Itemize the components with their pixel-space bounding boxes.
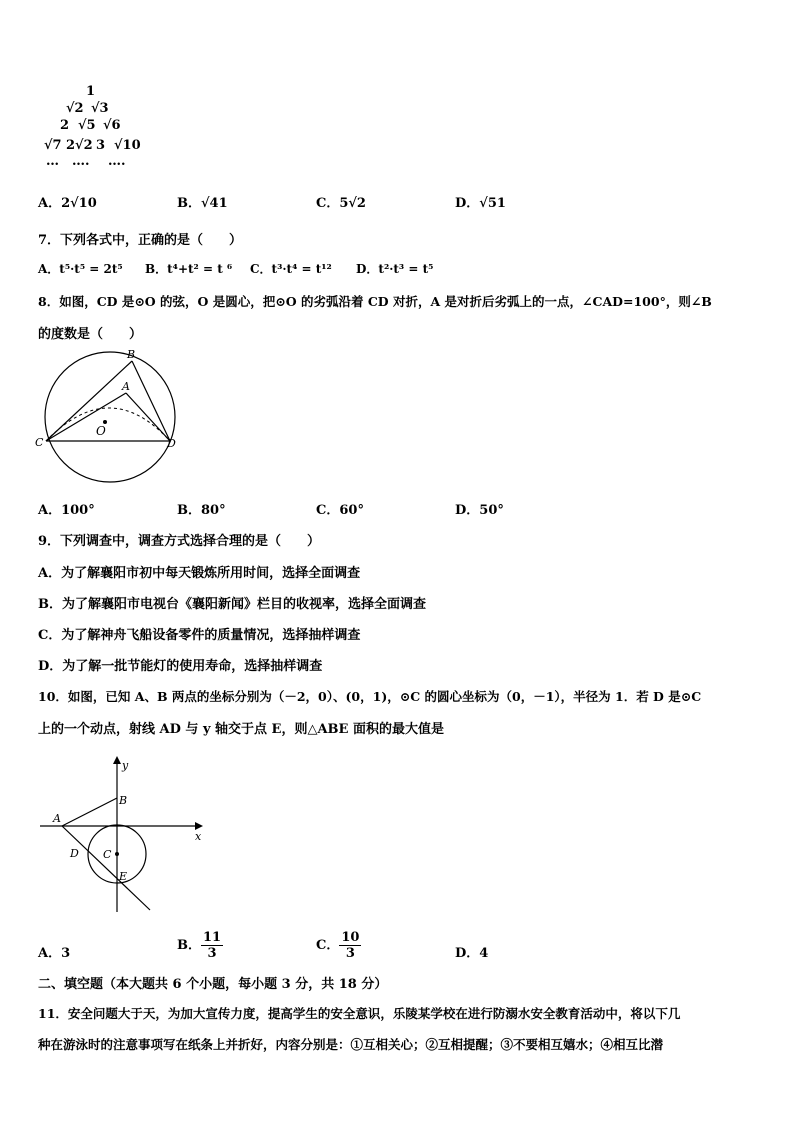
triangle-cell: √3: [91, 101, 109, 116]
triangle-cell: 2: [60, 118, 70, 133]
q8-option-a: A．100°: [38, 503, 95, 518]
q6-option-d: D．√51: [455, 196, 506, 211]
segment-bd: [132, 361, 170, 441]
label-c: C: [35, 436, 44, 449]
q9-stem: 9．下列调查中，调查方式选择合理的是（ ）: [38, 534, 321, 549]
q7-option-d: D．t²·t³ = t⁵: [356, 262, 434, 276]
q10-option-a: A．3: [38, 946, 71, 961]
triangle-cell: √10: [114, 138, 141, 153]
fraction: [339, 930, 361, 961]
ray-ad: [62, 826, 150, 910]
q9-option-a: A．为了解襄阳市初中每天锻炼所用时间，选择全面调查: [38, 566, 361, 581]
circle-o: [45, 352, 175, 482]
label-d: D: [167, 437, 176, 450]
q6-option-b: B．√41: [177, 196, 228, 211]
center-c: [115, 852, 119, 856]
q7-stem: 7．下列各式中，正确的是（ ）: [38, 233, 243, 248]
label-b: B: [119, 794, 128, 807]
triangle-cell: 3: [96, 138, 106, 153]
label-a: A: [53, 812, 61, 825]
fraction: [201, 930, 223, 961]
segment-ca: [46, 393, 126, 441]
q10-option-d: D．4: [455, 946, 489, 961]
triangle-cell: √7: [44, 138, 62, 153]
segment-ab: [62, 798, 117, 826]
q9-option-b: B．为了解襄阳市电视台《襄阳新闻》栏目的收视率，选择全面调查: [38, 597, 426, 612]
q9-option-d: D．为了解一批节能灯的使用寿命，选择抽样调查: [38, 659, 323, 674]
label-b: B: [127, 348, 136, 361]
q9-option-c: C．为了解神舟飞船设备零件的质量情况，选择抽样调查: [38, 628, 361, 643]
triangle-cell: 1: [86, 84, 96, 99]
q11-line2: 种在游泳时的注意事项写在纸条上并折好，内容分别是：①互相关心；②互相提醒；③不要相互嬉水；④相互比潜: [38, 1037, 664, 1052]
denominator: 3: [207, 946, 217, 961]
q10-option-c: [316, 930, 361, 961]
triangle-cell: ….: [72, 154, 90, 169]
label-a: A: [122, 380, 130, 393]
q7-option-c: C．t³·t⁴ = t¹²: [250, 262, 332, 276]
q10-option-c-prefix: C．: [316, 938, 340, 953]
q8-stem-line2: 的度数是（ ）: [38, 327, 143, 342]
x-axis-arrow: [195, 822, 203, 830]
q7-option-b: B．t⁴+t² = t ⁶: [145, 262, 233, 276]
q8-stem-line1: 8．如图，CD 是⊙O 的弦，O 是圆心，把⊙O 的劣弧沿着 CD 对折，A 是对折后劣弧上的一点，∠CAD=100°，则∠B: [38, 294, 712, 309]
q8-circle-figure: [30, 345, 190, 490]
y-axis-arrow: [113, 756, 121, 764]
triangle-cell: √2: [66, 101, 84, 116]
q10-option-b: [177, 930, 223, 961]
q10-stem-line2: 上的一个动点，射线 AD 与 y 轴交于点 E，则△ABE 面积的最大值是: [38, 722, 444, 737]
triangle-cell: ….: [108, 154, 126, 169]
label-x: x: [195, 830, 202, 843]
triangle-cell: √5: [78, 118, 96, 133]
section-2-heading: 二、填空题（本大题共 6 个小题，每小题 3 分，共 18 分）: [38, 977, 388, 992]
denominator: 3: [345, 946, 355, 961]
q10-stem-line1: 10．如图，已知 A、B 两点的坐标分别为（－2，0）、(0，1)，⊙C 的圆心坐标为（0，－1），半径为 1．若 D 是⊙C: [38, 689, 702, 704]
q10-option-b-prefix: B．: [177, 938, 201, 953]
numerator: 11: [203, 930, 222, 945]
label-y: y: [122, 759, 129, 772]
label-e: E: [119, 870, 128, 883]
label-o: O: [96, 424, 106, 438]
q8-option-c: C．60°: [316, 503, 364, 518]
q8-option-b: B．80°: [177, 503, 226, 518]
triangle-cell: …: [46, 154, 59, 169]
segment-ad: [126, 393, 170, 441]
triangle-cell: 2√2: [66, 138, 93, 153]
numerator: 10: [341, 930, 360, 945]
q11-line1: 11．安全问题大于天，为加大宣传力度，提高学生的安全意识，乐陵某学校在进行防溺水安全教育活动中，将以下几: [38, 1006, 681, 1021]
q6-option-a: A．2√10: [38, 196, 97, 211]
segment-cb: [46, 361, 132, 441]
label-d: D: [70, 847, 79, 860]
q8-option-d: D．50°: [455, 503, 504, 518]
triangle-cell: √6: [103, 118, 121, 133]
q7-option-a: A．t⁵·t⁵ = 2t⁵: [38, 262, 123, 276]
label-c: C: [103, 848, 112, 861]
q10-coordinate-figure: [35, 752, 210, 917]
q6-option-c: C．5√2: [316, 196, 366, 211]
